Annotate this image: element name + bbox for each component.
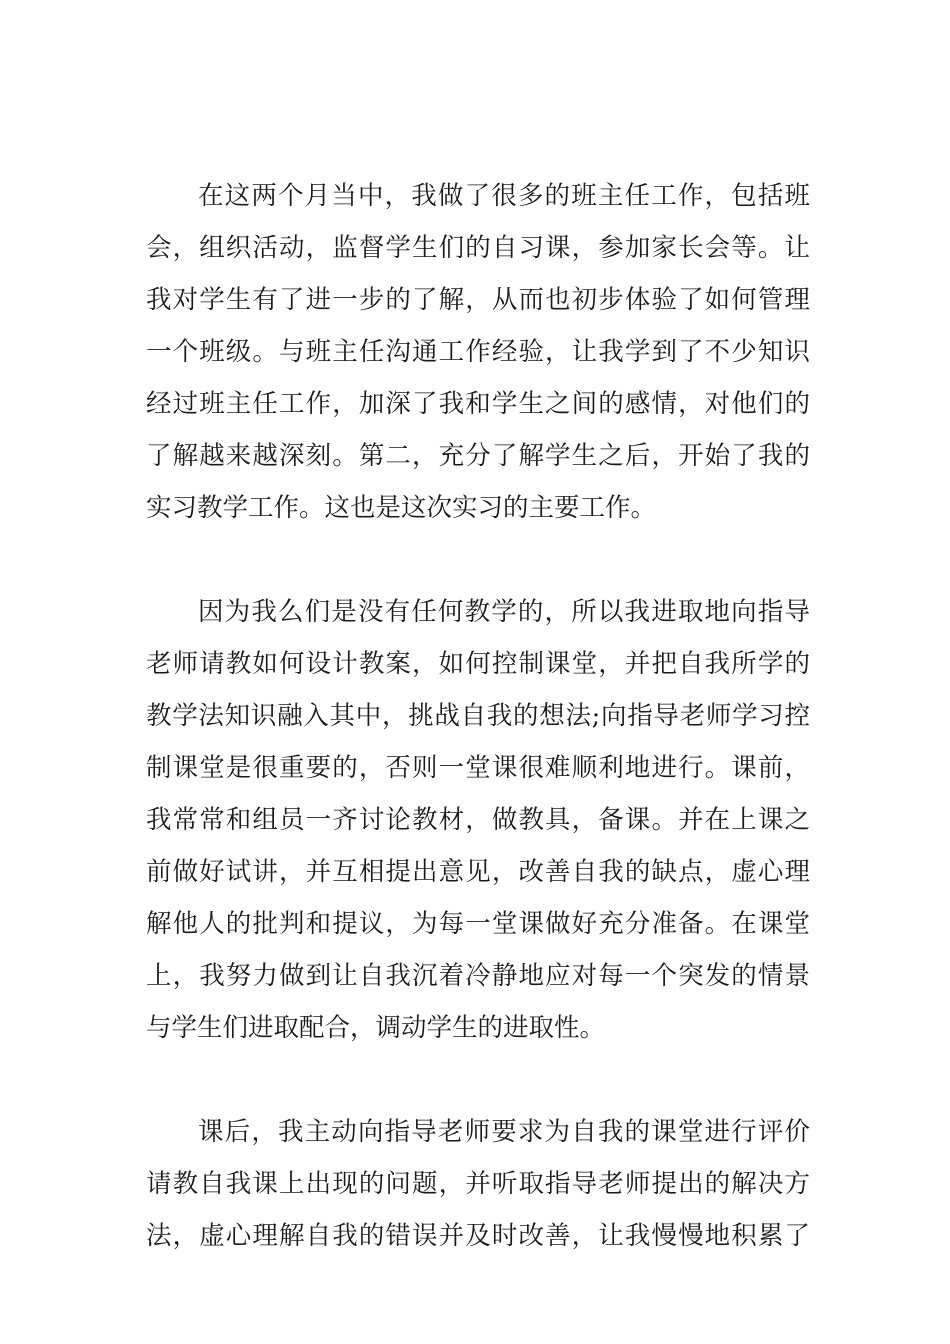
text-line: 课后，我主动向指导老师要求为自我的课堂进行评价	[198, 1117, 810, 1147]
document-body	[146, 170, 810, 1262]
paragraph-3	[146, 1106, 810, 1262]
text-line: 与学生们进取配合，调动学生的进取性。	[146, 1013, 606, 1043]
text-line: 前做好试讲，并互相提出意见，改善自我的缺点，虚心理	[146, 857, 810, 887]
text-line: 制课堂是很重要的，否则一堂课很难顺利地进行。课前，	[146, 753, 810, 783]
text-line: 我常常和组员一齐讨论教材，做教具，备课。并在上课之	[146, 805, 810, 835]
paragraph-spacer	[146, 1054, 810, 1106]
text-line: 我对学生有了进一步的了解，从而也初步体验了如何管理	[146, 285, 810, 315]
text-line: 老师请教如何设计教案，如何控制课堂，并把自我所学的	[146, 649, 810, 679]
paragraph-2	[146, 586, 810, 1054]
text-line: 法，虚心理解自我的错误并及时改善，让我慢慢地积累了	[146, 1221, 810, 1251]
text-line: 上，我努力做到让自我沉着冷静地应对每一个突发的情景	[146, 961, 810, 991]
text-line: 因为我么们是没有任何教学的，所以我进取地向指导	[198, 597, 810, 627]
paragraph-spacer	[146, 534, 810, 586]
text-line: 解他人的批判和提议，为每一堂课做好充分准备。在课堂	[146, 909, 810, 939]
text-line: 会，组织活动，监督学生们的自习课，参加家长会等。让	[146, 233, 810, 263]
text-line: 一个班级。与班主任沟通工作经验，让我学到了不少知识	[146, 337, 810, 367]
text-line: 在这两个月当中，我做了很多的班主任工作，包括班	[198, 181, 810, 211]
paragraph-1	[146, 170, 810, 534]
text-line: 经过班主任工作，加深了我和学生之间的感情，对他们的	[146, 389, 810, 419]
text-line: 了解越来越深刻。第二，充分了解学生之后，开始了我的	[146, 441, 810, 471]
text-line: 请教自我课上出现的问题，并听取指导老师提出的解决方	[146, 1169, 810, 1199]
text-line: 实习教学工作。这也是这次实习的主要工作。	[146, 493, 657, 523]
text-line: 教学法知识融入其中，挑战自我的想法;向指导老师学习控	[146, 701, 810, 731]
